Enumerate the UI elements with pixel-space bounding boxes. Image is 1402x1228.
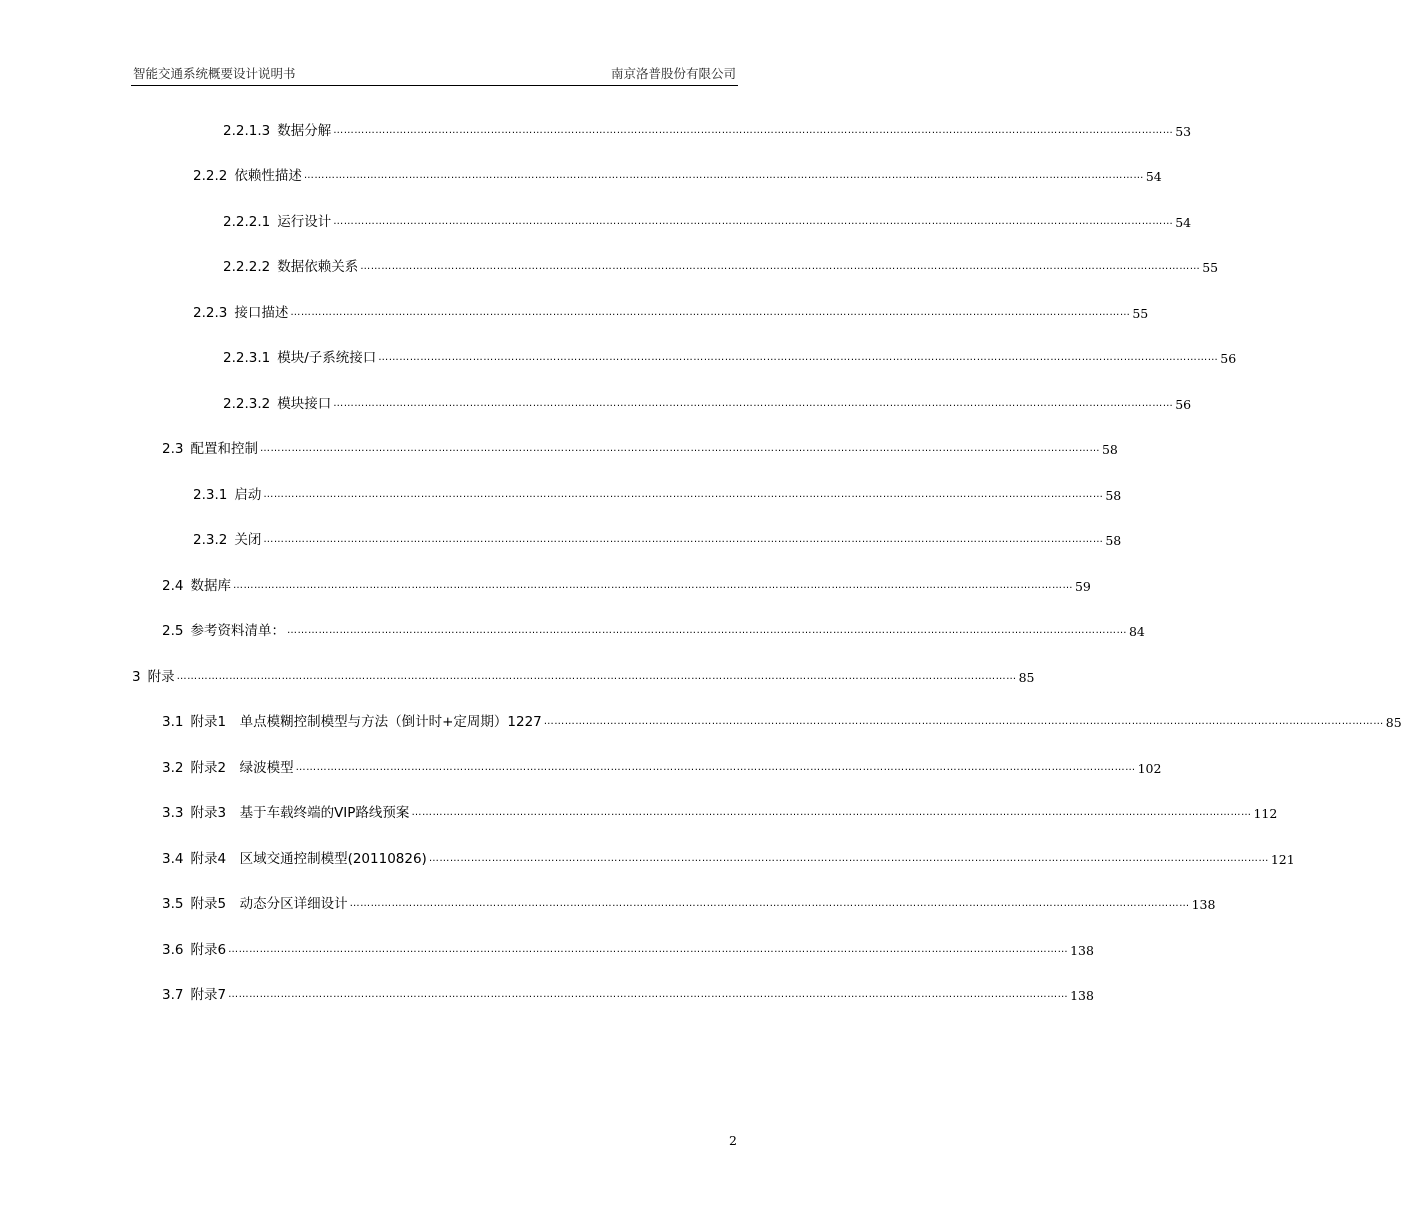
toc-entry[interactable] bbox=[0, 299, 1149, 321]
toc-leader-dots: …………………………………………………………………………………………………………………………………………………………………………………………………………………… bbox=[228, 944, 1069, 955]
toc-entry-page: 56 bbox=[1175, 397, 1192, 412]
toc-entry-number: 3.4 bbox=[162, 851, 184, 867]
toc-entry-title: 附录2 绿波模型 bbox=[190, 760, 294, 776]
toc-entry[interactable] bbox=[0, 890, 1216, 912]
toc-entry[interactable] bbox=[0, 344, 1237, 366]
toc-entry-title: 附录5 动态分区详细设计 bbox=[190, 896, 348, 912]
toc-entry-number: 3.5 bbox=[162, 896, 184, 912]
toc-entry[interactable] bbox=[0, 799, 1278, 821]
toc-entry-page: 102 bbox=[1137, 761, 1162, 776]
toc-entry[interactable] bbox=[0, 936, 1094, 958]
header-company-name: 南京洛普股份有限公司 bbox=[610, 66, 736, 81]
toc-leader-dots: …………………………………………………………………………………………………………………………………………………………………………………………………………………… bbox=[232, 580, 1073, 591]
toc-entry-number: 2.3.1 bbox=[193, 487, 228, 503]
toc-entry-title: 数据库 bbox=[190, 578, 231, 594]
toc-entry-title: 依赖性描述 bbox=[234, 168, 302, 184]
toc-entry-number: 3.3 bbox=[162, 805, 184, 821]
toc-entry-number: 3 bbox=[132, 669, 141, 685]
toc-entry[interactable] bbox=[0, 663, 1035, 685]
toc-entry[interactable] bbox=[0, 435, 1118, 457]
toc-entry-number: 2.2.3.2 bbox=[223, 396, 271, 412]
toc-leader-dots: …………………………………………………………………………………………………………………………………………………………………………………………………………………… bbox=[360, 261, 1201, 272]
toc-entry-number: 2.2.3 bbox=[193, 305, 228, 321]
toc-entry-page: 121 bbox=[1270, 852, 1295, 867]
toc-entry-number: 2.4 bbox=[162, 578, 184, 594]
toc-leader-dots: …………………………………………………………………………………………………………………………………………………………………………………………………………………… bbox=[228, 989, 1069, 1000]
toc-entry-title: 模块接口 bbox=[277, 396, 332, 412]
toc-entry-page: 59 bbox=[1074, 579, 1091, 594]
toc-leader-dots: …………………………………………………………………………………………………………………………………………………………………………………………………………………… bbox=[286, 625, 1127, 636]
toc-leader-dots: …………………………………………………………………………………………………………………………………………………………………………………………………………………… bbox=[303, 170, 1144, 181]
toc-entry-title: 模块/子系统接口 bbox=[277, 350, 377, 366]
toc-entry-title: 附录7 bbox=[190, 987, 227, 1003]
toc-entry[interactable] bbox=[0, 845, 1295, 867]
toc-entry[interactable] bbox=[0, 981, 1094, 1003]
toc-leader-dots: …………………………………………………………………………………………………………………………………………………………………………………………………………………… bbox=[349, 898, 1190, 909]
toc-entry-number: 2.3 bbox=[162, 441, 184, 457]
toc-entry-number: 3.1 bbox=[162, 714, 184, 730]
toc-leader-dots: …………………………………………………………………………………………………………………………………………………………………………………………………………………… bbox=[259, 443, 1100, 454]
toc-entry-page: 55 bbox=[1132, 306, 1149, 321]
toc-entry-number: 2.3.2 bbox=[193, 532, 228, 548]
toc-entry[interactable] bbox=[0, 117, 1192, 139]
toc-leader-dots: …………………………………………………………………………………………………………………………………………………………………………………………………………………… bbox=[295, 762, 1136, 773]
toc-entry-page: 112 bbox=[1253, 806, 1278, 821]
toc-entry-page: 54 bbox=[1145, 169, 1162, 184]
toc-leader-dots: …………………………………………………………………………………………………………………………………………………………………………………………………………………… bbox=[543, 716, 1384, 727]
toc-entry-page: 138 bbox=[1191, 897, 1216, 912]
toc-leader-dots: …………………………………………………………………………………………………………………………………………………………………………………………………………………… bbox=[263, 489, 1104, 500]
toc-entry-page: 56 bbox=[1220, 351, 1237, 366]
toc-entry-number: 2.2.2.2 bbox=[223, 259, 271, 275]
toc-entry-title: 数据分解 bbox=[277, 123, 332, 139]
toc-entry-page: 138 bbox=[1070, 988, 1094, 1003]
toc-leader-dots: …………………………………………………………………………………………………………………………………………………………………………………………………………………… bbox=[176, 671, 1017, 682]
toc-entry-page: 58 bbox=[1101, 442, 1118, 457]
footer-page-number: 2 bbox=[729, 1133, 737, 1148]
toc-entry-title: 配置和控制 bbox=[190, 441, 258, 457]
toc-entry-title: 关闭 bbox=[234, 532, 262, 548]
toc-leader-dots: …………………………………………………………………………………………………………………………………………………………………………………………………………………… bbox=[290, 307, 1131, 318]
toc-leader-dots: …………………………………………………………………………………………………………………………………………………………………………………………………………………… bbox=[333, 216, 1174, 227]
toc-entry[interactable] bbox=[0, 754, 1162, 776]
toc-entry[interactable] bbox=[0, 481, 1122, 503]
toc-entry-number: 2.2.3.1 bbox=[223, 350, 271, 366]
toc-entry-page: 85 bbox=[1018, 670, 1035, 685]
toc-entry-title: 数据依赖关系 bbox=[277, 259, 359, 275]
toc-entry-title: 附录3 基于车载终端的VIP路线预案 bbox=[190, 805, 410, 821]
toc-entry-number: 2.2.1.3 bbox=[223, 123, 271, 139]
header-document-title: 智能交通系统概要设计说明书 bbox=[133, 66, 296, 81]
toc-entry-number: 2.5 bbox=[162, 623, 184, 639]
toc-entry-page: 85 bbox=[1385, 715, 1402, 730]
toc-entry-title: 参考资料清单： bbox=[190, 623, 285, 639]
toc-leader-dots: …………………………………………………………………………………………………………………………………………………………………………………………………………………… bbox=[333, 125, 1174, 136]
toc-leader-dots: …………………………………………………………………………………………………………………………………………………………………………………………………………………… bbox=[428, 853, 1269, 864]
toc-entry-page: 58 bbox=[1105, 533, 1122, 548]
toc-entry-title: 附录 bbox=[147, 669, 175, 685]
toc-leader-dots: …………………………………………………………………………………………………………………………………………………………………………………………………………………… bbox=[411, 807, 1252, 818]
toc-entry[interactable] bbox=[0, 572, 1091, 594]
toc-entry-title: 附录4 区域交通控制模型(20110826) bbox=[190, 851, 427, 867]
toc-entry-title: 附录1 单点模糊控制模型与方法（倒计时+定周期）1227 bbox=[190, 714, 542, 730]
toc-entry[interactable] bbox=[0, 253, 1219, 275]
toc-entry[interactable] bbox=[0, 208, 1192, 230]
header-divider bbox=[131, 85, 738, 86]
toc-entry-page: 84 bbox=[1128, 624, 1145, 639]
toc-entry-title: 启动 bbox=[234, 487, 262, 503]
toc-leader-dots: …………………………………………………………………………………………………………………………………………………………………………………………………………………… bbox=[263, 534, 1104, 545]
toc-entry-page: 138 bbox=[1070, 943, 1094, 958]
toc-entry-title: 接口描述 bbox=[234, 305, 289, 321]
toc-entry[interactable] bbox=[0, 526, 1122, 548]
toc-entry-page: 58 bbox=[1105, 488, 1122, 503]
toc-leader-dots: …………………………………………………………………………………………………………………………………………………………………………………………………………………… bbox=[333, 398, 1174, 409]
toc-entry-page: 54 bbox=[1175, 215, 1192, 230]
toc-entry-title: 附录6 bbox=[190, 942, 227, 958]
toc-entry[interactable] bbox=[0, 162, 1162, 184]
toc-entry-number: 2.2.2.1 bbox=[223, 214, 271, 230]
toc-entry-number: 3.6 bbox=[162, 942, 184, 958]
toc-entry-title: 运行设计 bbox=[277, 214, 332, 230]
toc-leader-dots: …………………………………………………………………………………………………………………………………………………………………………………………………………………… bbox=[378, 352, 1219, 363]
toc-entry-number: 3.2 bbox=[162, 760, 184, 776]
toc-entry[interactable] bbox=[0, 708, 1402, 730]
toc-entry-page: 53 bbox=[1175, 124, 1192, 139]
toc-entry-number: 3.7 bbox=[162, 987, 184, 1003]
toc-entry-page: 55 bbox=[1202, 260, 1219, 275]
toc-entry[interactable] bbox=[0, 617, 1145, 639]
toc-entry-number: 2.2.2 bbox=[193, 168, 228, 184]
toc-entry[interactable] bbox=[0, 390, 1192, 412]
